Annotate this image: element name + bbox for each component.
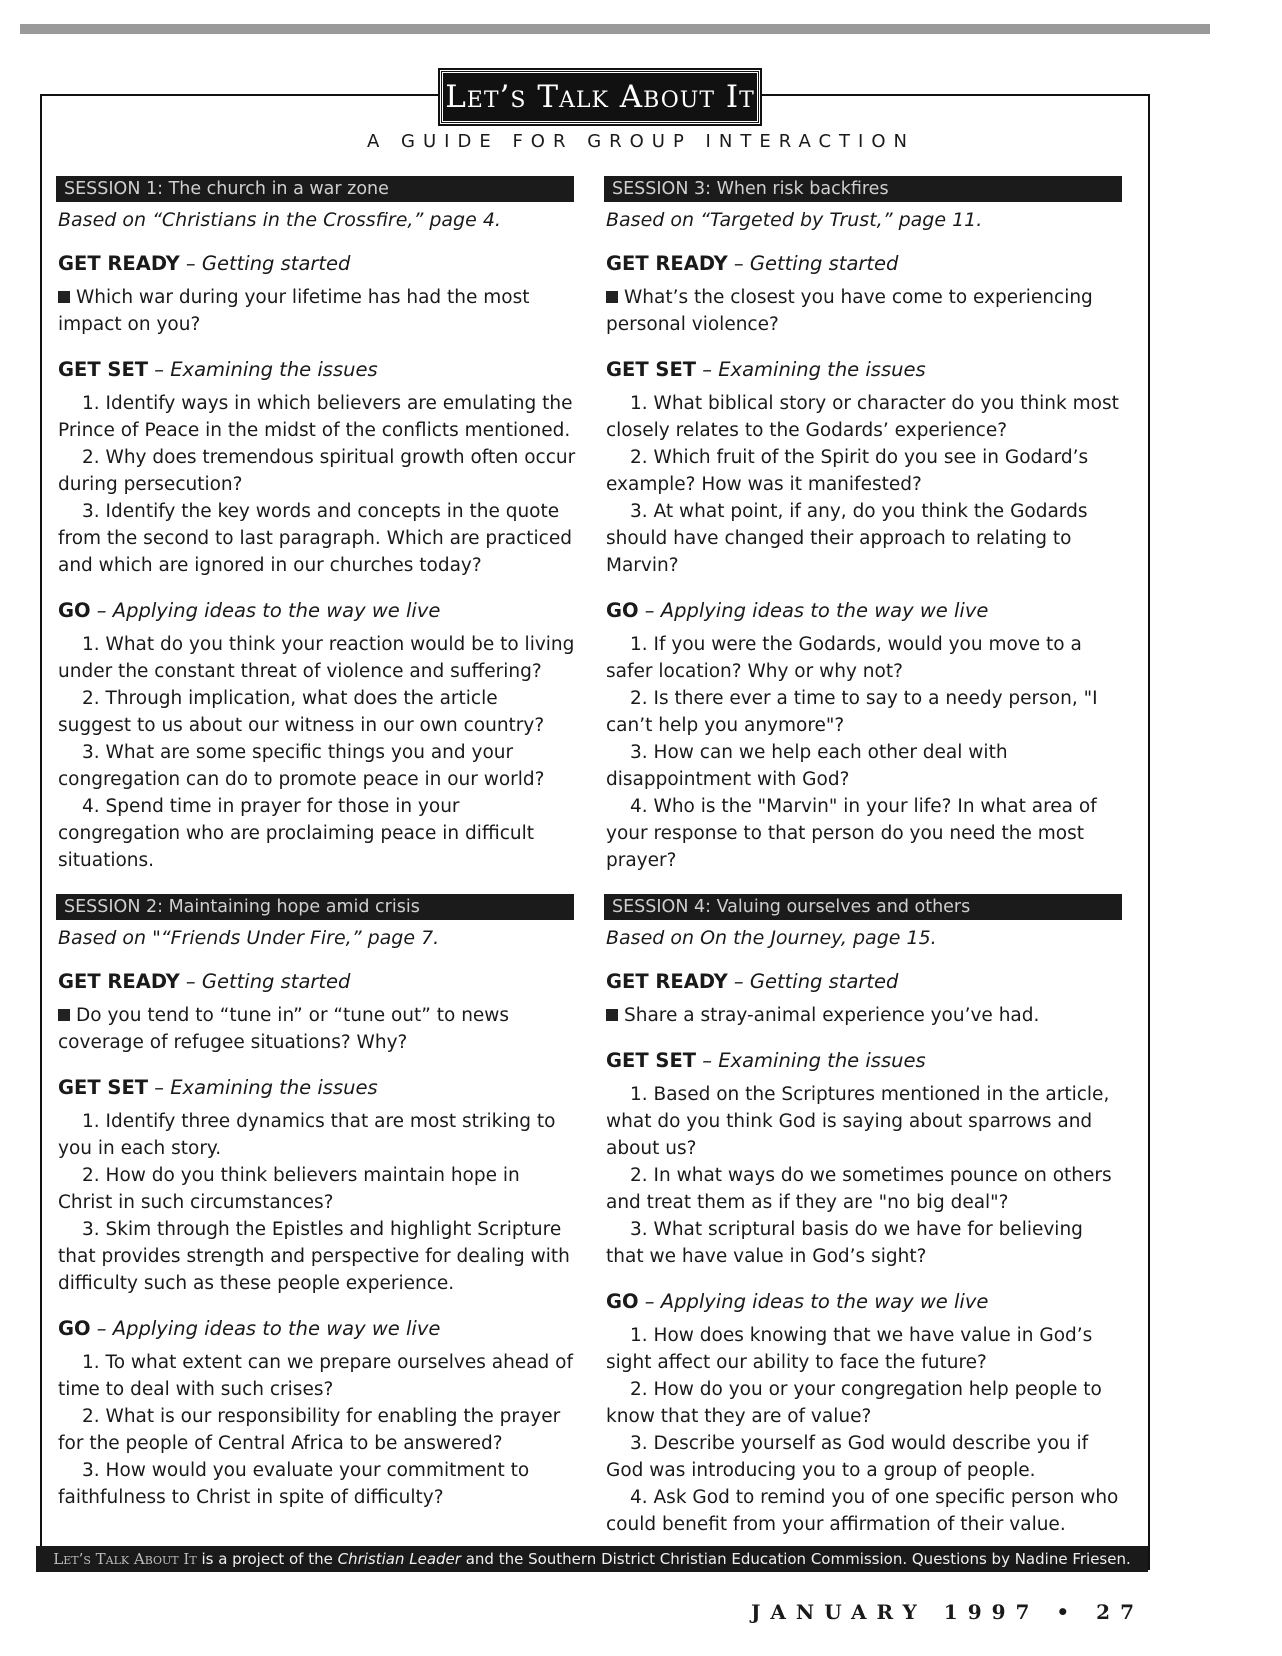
question-item: 3. How can we help each other deal with disappointment with God? <box>606 742 1008 790</box>
go-questions <box>604 631 1124 874</box>
question-item: 3. Skim through the Epistles and highlight Scripture that provides strength and perspective for dealing with difficulty such as these people experience. <box>58 1219 570 1294</box>
footer-lead: Let’s Talk About It <box>53 1550 197 1568</box>
get-set-heading <box>606 358 1124 382</box>
question-item: 3. At what point, if any, do you think the Godards should have changed their approach to relating to Marvin? <box>606 501 1088 576</box>
session-header: SESSION 3: When risk backfires <box>604 176 1122 202</box>
get-set-heading-sub: – Examining the issues <box>148 1076 378 1099</box>
get-set-heading-sub: – Examining the issues <box>696 358 926 381</box>
question-item: 3. What are some specific things you and your congregation can do to promote peace in our world? <box>58 742 545 790</box>
get-ready-question <box>606 284 1124 338</box>
get-ready-text: Share a stray-animal experience you’ve had. <box>624 1005 1040 1026</box>
get-ready-heading-sub: – Getting started <box>727 252 899 275</box>
session-3 <box>604 176 1124 874</box>
go-heading-label: GO <box>606 599 639 622</box>
question-item: 2. What is our responsibility for enabling the prayer for the people of Central Africa to be answered? <box>58 1406 561 1454</box>
get-set-heading-label: GET SET <box>606 1049 697 1072</box>
go-heading-sub: – Applying ideas to the way we live <box>90 599 441 622</box>
session-2 <box>56 894 576 1511</box>
get-ready-heading-label: GET READY <box>58 252 180 275</box>
go-heading-label: GO <box>606 1290 639 1313</box>
go-questions <box>604 1322 1124 1538</box>
get-set-questions <box>56 1108 576 1297</box>
get-ready-heading <box>606 970 1124 994</box>
question-item: 2. Why does tremendous spiritual growth often occur during persecution? <box>58 447 576 495</box>
go-questions <box>56 631 576 874</box>
session-source: Based on "“Friends Under Fire,” page 7. <box>58 927 440 949</box>
session-source: Based on “Christians in the Crossfire,” page 4. <box>58 209 501 231</box>
question-item: 1. What do you think your reaction would be to living under the constant threat of violence and suffering? <box>58 634 575 682</box>
page-folio: JANUARY 1997 • 27 <box>750 1600 1144 1624</box>
get-set-heading-label: GET SET <box>58 1076 149 1099</box>
go-questions <box>56 1349 576 1511</box>
get-set-questions <box>56 390 576 579</box>
get-ready-heading-sub: – Getting started <box>179 252 351 275</box>
session-source: Based on “Targeted by Trust,” page 11. <box>606 209 983 231</box>
get-ready-text: What’s the closest you have come to experiencing personal violence? <box>606 287 1093 335</box>
get-ready-question <box>58 1002 576 1056</box>
go-heading-sub: – Applying ideas to the way we live <box>638 1290 989 1313</box>
footer-credit <box>36 1546 1148 1572</box>
get-set-heading-label: GET SET <box>606 358 697 381</box>
get-set-heading-sub: – Examining the issues <box>696 1049 926 1072</box>
get-set-heading-sub: – Examining the issues <box>148 358 378 381</box>
question-item: 2. In what ways do we sometimes pounce on others and treat them as if they are "no big deal"? <box>606 1165 1112 1213</box>
get-ready-heading-label: GET READY <box>606 970 728 993</box>
footer-text-1: is a project of the <box>196 1550 338 1568</box>
session-header: SESSION 2: Maintaining hope amid crisis <box>56 894 574 920</box>
question-item: 1. What biblical story or character do you think most closely relates to the Godards’ experience? <box>606 393 1119 441</box>
square-bullet-icon <box>58 1009 70 1021</box>
session-header: SESSION 1: The church in a war zone <box>56 176 574 202</box>
square-bullet-icon <box>58 291 70 303</box>
get-ready-heading <box>58 970 576 994</box>
get-set-heading <box>606 1049 1124 1073</box>
session-4 <box>604 894 1124 1538</box>
get-ready-heading-sub: – Getting started <box>179 970 351 993</box>
footer-publication: Christian Leader <box>337 1550 461 1568</box>
get-set-heading-label: GET SET <box>58 358 149 381</box>
question-item: 2. Which fruit of the Spirit do you see in Godard’s example? How was it manifested? <box>606 447 1089 495</box>
session-1 <box>56 176 576 874</box>
right-column <box>604 176 1124 1558</box>
get-set-questions <box>604 1081 1124 1270</box>
question-item: 2. How do you think believers maintain hope in Christ in such circumstances? <box>58 1165 520 1213</box>
session-header: SESSION 4: Valuing ourselves and others <box>604 894 1122 920</box>
get-ready-heading <box>58 252 576 276</box>
footer-text-2: and the Southern District Christian Education Commission. Questions by Nadine Friesen. <box>460 1550 1131 1568</box>
top-rule <box>20 24 1210 34</box>
question-item: 4. Spend time in prayer for those in your congregation who are proclaiming peace in difficult situations. <box>58 796 535 871</box>
get-ready-heading <box>606 252 1124 276</box>
go-heading-sub: – Applying ideas to the way we live <box>638 599 989 622</box>
go-heading <box>606 1290 1124 1314</box>
get-set-heading <box>58 1076 576 1100</box>
question-item: 4. Ask God to remind you of one specific person who could benefit from your affirmation of their value. <box>606 1487 1119 1535</box>
go-heading <box>606 599 1124 623</box>
get-ready-heading-label: GET READY <box>606 252 728 275</box>
question-item: 2. Through implication, what does the article suggest to us about our witness in our own country? <box>58 688 545 736</box>
question-item: 1. If you were the Godards, would you move to a safer location? Why or why not? <box>606 634 1082 682</box>
question-item: 1. Identify three dynamics that are most striking to you in each story. <box>58 1111 556 1159</box>
question-item: 2. Is there ever a time to say to a needy person, "I can’t help you anymore"? <box>606 688 1098 736</box>
square-bullet-icon <box>606 1009 618 1021</box>
get-ready-text: Do you tend to “tune in” or “tune out” to news coverage of refugee situations? Why? <box>58 1005 510 1053</box>
question-item: 3. How would you evaluate your commitment to faithfulness to Christ in spite of difficulty? <box>58 1460 530 1508</box>
question-item: 4. Who is the "Marvin" in your life? In what area of your response to that person do you need the most prayer? <box>606 796 1097 871</box>
question-item: 1. Identify ways in which believers are emulating the Prince of Peace in the midst of the conflicts mentioned. <box>58 393 573 441</box>
go-heading-label: GO <box>58 599 91 622</box>
get-ready-question <box>58 284 576 338</box>
session-source: Based on On the Journey, page 15. <box>606 927 937 949</box>
left-column <box>56 176 576 1531</box>
get-ready-question <box>606 1002 1124 1029</box>
get-set-heading <box>58 358 576 382</box>
go-heading <box>58 1317 576 1341</box>
get-ready-heading-sub: – Getting started <box>727 970 899 993</box>
get-ready-heading-label: GET READY <box>58 970 180 993</box>
question-item: 3. Identify the key words and concepts in the quote from the second to last paragraph. Which are practiced and which are ignored in our churches today? <box>58 501 572 576</box>
question-item: 3. Describe yourself as God would describe you if God was introducing you to a group of people. <box>606 1433 1089 1481</box>
go-heading-label: GO <box>58 1317 91 1340</box>
question-item: 2. How do you or your congregation help people to know that they are of value? <box>606 1379 1102 1427</box>
go-heading <box>58 599 576 623</box>
square-bullet-icon <box>606 291 618 303</box>
question-item: 1. To what extent can we prepare ourselves ahead of time to deal with such crises? <box>58 1352 573 1400</box>
page-subtitle: A GUIDE FOR GROUP INTERACTION <box>367 131 915 152</box>
get-set-questions <box>604 390 1124 579</box>
question-item: 1. How does knowing that we have value in God’s sight affect our ability to face the future? <box>606 1325 1093 1373</box>
page-title: Let’s Talk About It <box>440 70 760 124</box>
question-item: 1. Based on the Scriptures mentioned in the article, what do you think God is saying about sparrows and about us? <box>606 1084 1110 1159</box>
question-item: 3. What scriptural basis do we have for believing that we have value in God’s sight? <box>606 1219 1083 1267</box>
go-heading-sub: – Applying ideas to the way we live <box>90 1317 441 1340</box>
get-ready-text: Which war during your lifetime has had the most impact on you? <box>58 287 530 335</box>
